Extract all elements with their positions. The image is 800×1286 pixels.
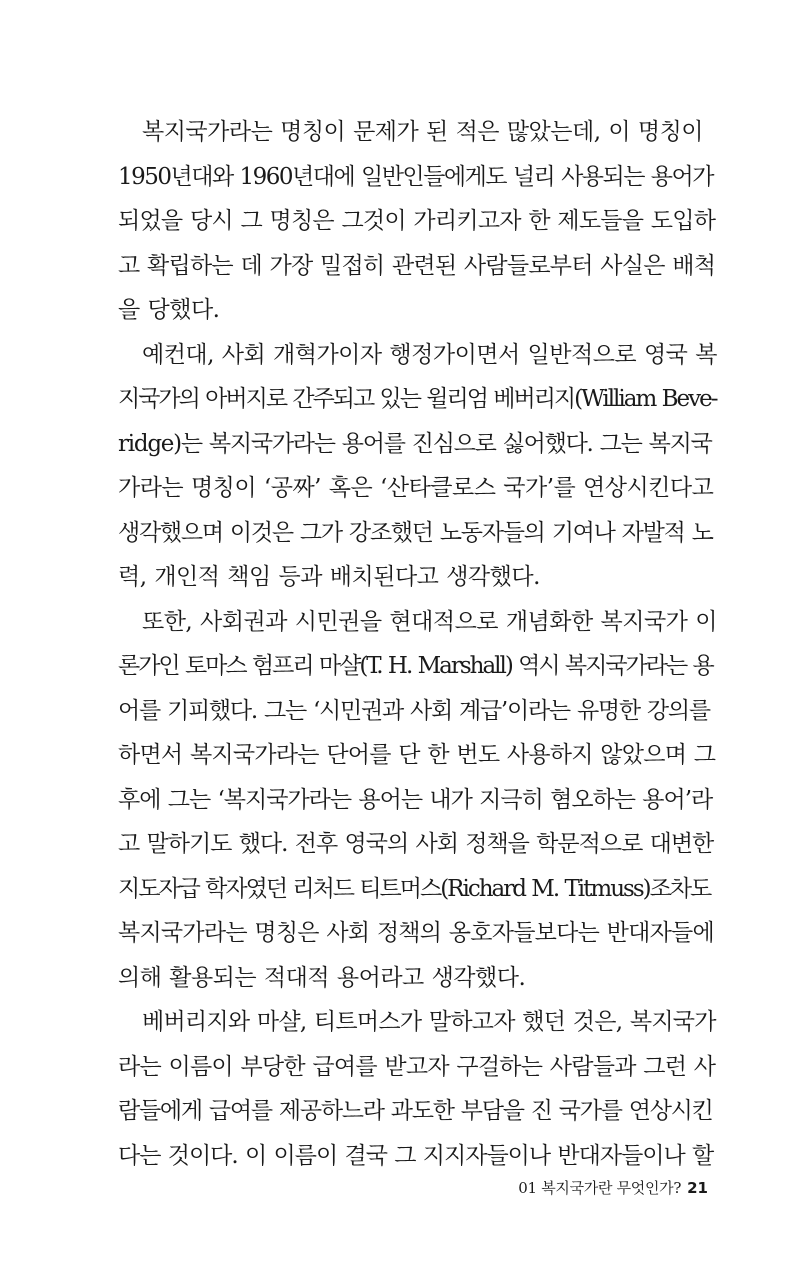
text-line: 되었을 당시 그 명칭은 그것이 가리키고자 한 제도들을 도입하 bbox=[118, 208, 716, 234]
paragraph-4 bbox=[118, 1000, 718, 1178]
text-line: 복지국가라는 명칭은 사회 정책의 옹호자들보다는 반대자들에 bbox=[118, 920, 714, 946]
text-line: 론가인 토마스 험프리 마샬(T. H. Marshall) 역시 복지국가라는 용 bbox=[118, 653, 713, 679]
text-line: 고 확립하는 데 가장 밀접히 관련된 사람들로부터 사실은 배척 bbox=[118, 252, 716, 279]
text-line: 력, 개인적 책임 등과 배치된다고 생각했다. bbox=[118, 564, 540, 590]
paragraph-3 bbox=[118, 600, 718, 1001]
text-line: 의해 활용되는 적대적 용어라고 생각했다. bbox=[118, 964, 526, 991]
text-line: 1950년대와 1960년대에 일반인들에게도 널리 사용되는 용어가 bbox=[118, 163, 713, 190]
text-line: 지국가의 아버지로 간주되고 있는 윌리엄 베버리지(William Beve- bbox=[118, 386, 717, 412]
paragraph-1 bbox=[118, 110, 718, 333]
paragraph-2 bbox=[118, 333, 718, 600]
text-line: 또한, 사회권과 시민권을 현대적으로 개념화한 복지국가 이 bbox=[142, 608, 717, 635]
text-line: ridge)는 복지국가라는 용어를 진심으로 싫어했다. 그는 복지국 bbox=[118, 430, 712, 457]
text-line: 복지국가라는 명칭이 문제가 된 적은 많았는데, 이 명칭이 bbox=[142, 119, 704, 145]
text-line: 후에 그는 ‘복지국가라는 용어는 내가 지극히 혐오하는 용어’라 bbox=[118, 786, 713, 813]
text-line: 예컨대, 사회 개혁가이자 행정가이면서 일반적으로 영국 복 bbox=[142, 341, 717, 368]
text-line: 다는 것이다. 이 이름이 결국 그 지지자들이나 반대자들이나 할 bbox=[118, 1142, 714, 1169]
body-text bbox=[118, 110, 718, 1178]
text-line: 베버리지와 마샬, 티트머스가 말하고자 했던 것은, 복지국가 bbox=[142, 1009, 716, 1035]
text-line: 을 당했다. bbox=[118, 297, 220, 323]
text-line: 람들에게 급여를 제공하느라 과도한 부담을 진 국가를 연상시킨 bbox=[118, 1098, 713, 1124]
text-line: 생각했으며 이것은 그가 강조했던 노동자들의 기여나 자발적 노 bbox=[118, 519, 713, 546]
text-line: 어를 기피했다. 그는 ‘시민권과 사회 계급’이라는 유명한 강의를 bbox=[118, 697, 710, 724]
page-number: 21 bbox=[687, 1179, 708, 1197]
text-line: 고 말하기도 했다. 전후 영국의 사회 정책을 학문적으로 대변한 bbox=[118, 831, 714, 857]
page-footer bbox=[518, 1178, 708, 1198]
running-chapter-title: 01 복지국가란 무엇인가? bbox=[518, 1179, 682, 1197]
text-line: 라는 이름이 부당한 급여를 받고자 구걸하는 사람들과 그런 사 bbox=[118, 1053, 716, 1080]
text-line: 가라는 명칭이 ‘공짜’ 혹은 ‘산타클로스 국가’를 연상시킨다고 bbox=[118, 475, 714, 501]
text-line: 지도자급 학자였던 리처드 티트머스(Richard M. Titmuss)조차도 bbox=[118, 875, 711, 902]
text-line: 하면서 복지국가라는 단어를 단 한 번도 사용하지 않았으며 그 bbox=[118, 742, 716, 768]
